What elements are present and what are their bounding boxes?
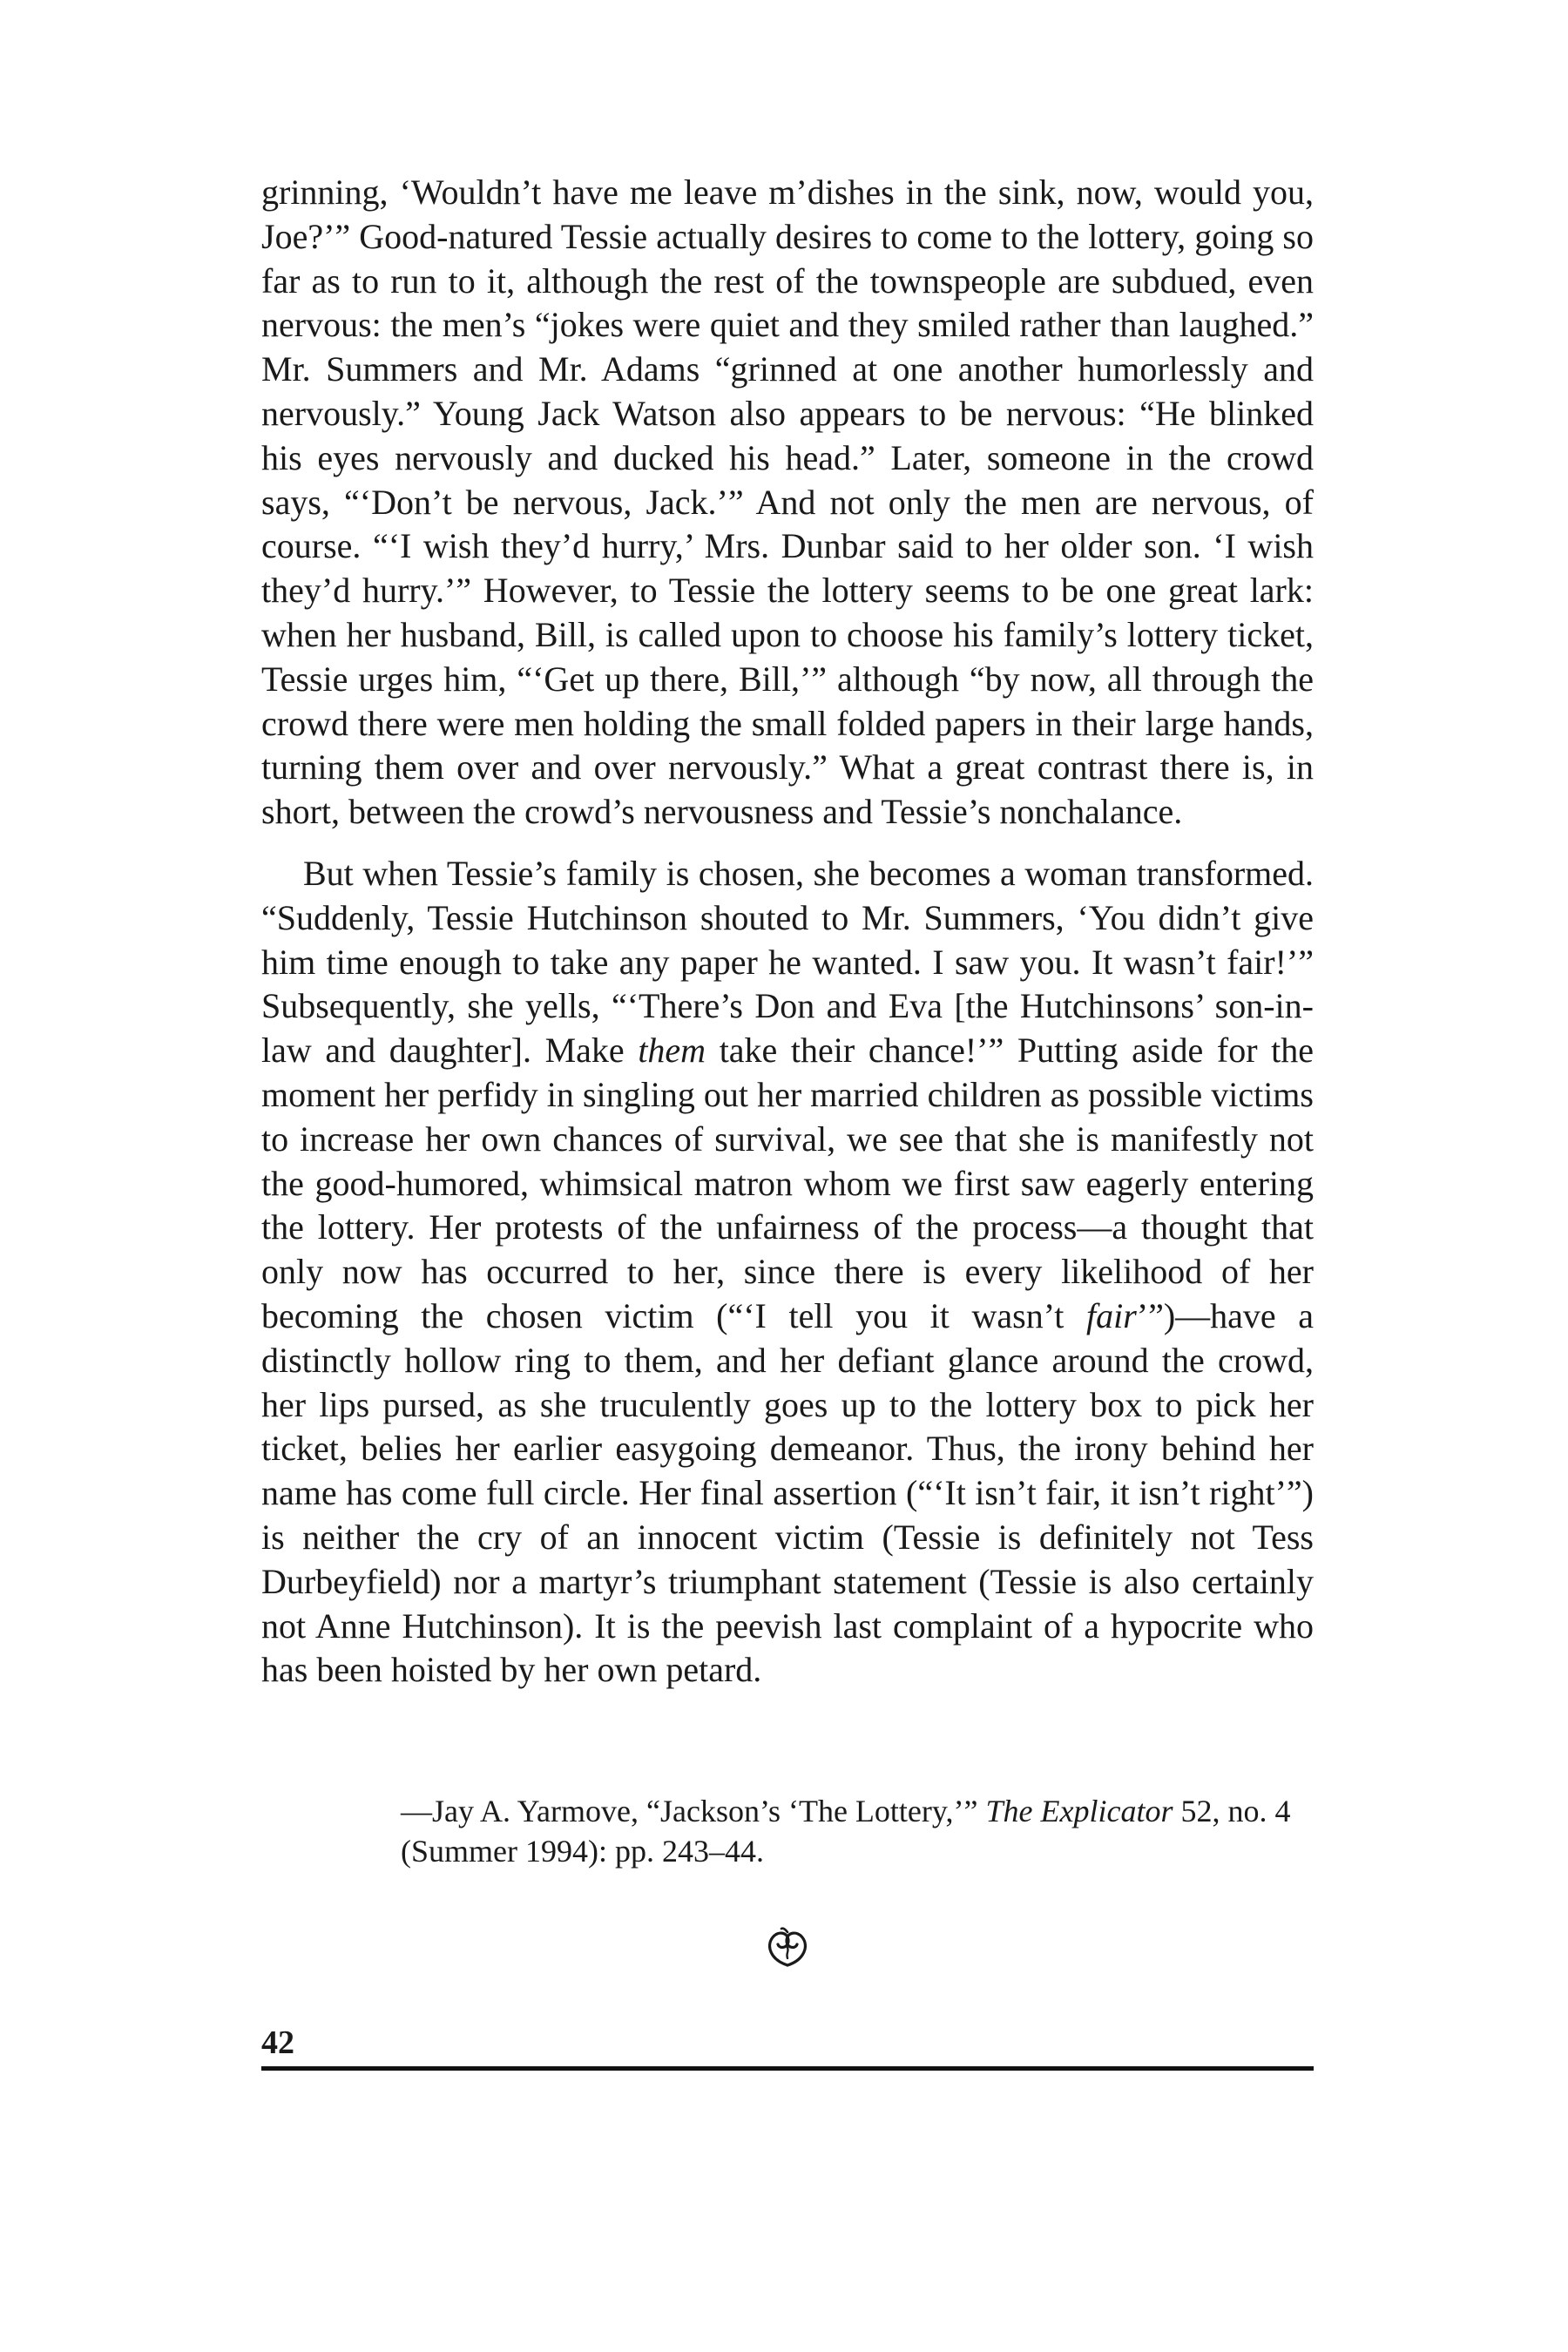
citation	[401, 1791, 1314, 1871]
paragraph-2-text-a: But when Tessie’s family is chosen, she becomes a woman transformed. “Suddenly, Tessie Hutchinson shouted to Mr. Summers, ‘You didn’t give him time enough to take any paper he wanted. I saw you. It wasn’t fair!’” Subsequently, she yells, “‘There’s Don and Eva [the Hutchinsons’ son-in-law and daughter]. Make	[261, 853, 1314, 1071]
emphasis-fair: fair	[1085, 1295, 1137, 1335]
citation-suffix: 52, no. 4 (Summer 1994): pp. 243–44.	[401, 1794, 1291, 1869]
citation-prefix: —Jay A. Yarmove, “Jackson’s ‘The Lottery,’”	[401, 1794, 986, 1828]
paragraph-2	[261, 852, 1314, 1693]
paragraph-2-text-c: ’”)—have a distinctly hollow ring to them, and her defiant glance around the crowd, her lips pursed, as she truculently goes up to the lottery box to pick her ticket, belies her earlier easygoing demeanor. Thus, the irony behind her name has come full circle. Her final assertion (“‘It isn’t fair, it isn’t right’”) is neither the cry of an innocent victim (Tessie is definitely not Tess Durbeyfield) nor a martyr’s triumphant statement (Tessie is also certainly not Anne Hutchinson). It is the peevish last complaint of a hypocrite who has been hoisted by her own petard.	[261, 1295, 1314, 1690]
footer-rule	[261, 2066, 1314, 2071]
paragraph-1-text: grinning, ‘Wouldn’t have me leave m’dishes in the sink, now, would you, Joe?’” Good-natured Tessie actually desires to come to the lottery, going so far as to run to it, although the rest of the townspeople are subdued, even nervous: the men’s “jokes were quiet and they smiled rather than laughed.” Mr. Summers and Mr. Adams “grinned at one another humorlessly and nervously.” Young Jack Watson also appears to be nervous: “He blinked his eyes nervously and ducked his head.” Later, someone in the crowd says, “‘Don’t be nervous, Jack.’” And not only the men are nervous, of course. “‘I wish they’d hurry,’ Mrs. Dunbar said to her older son. ‘I wish they’d hurry.’” However, to Tessie the lottery seems to be one great lark: when her husband, Bill, is called upon to choose his family’s lottery ticket, Tessie urges him, “‘Get up there, Bill,’” although “by now, all through the crowd there were men holding the small folded papers in their large hands, turning them over and over nervously.” What a great contrast there is, in short, between the crowd’s nervousness and Tessie’s nonchalance.	[261, 172, 1314, 832]
body-text	[261, 171, 1314, 1693]
page-number: 42	[261, 2024, 294, 2061]
citation-journal: The Explicator	[985, 1794, 1173, 1828]
fleuron-ornament-icon	[762, 1925, 813, 1969]
paragraph-1	[261, 171, 1314, 835]
emphasis-them: them	[638, 1031, 706, 1071]
paragraph-2-text-b: take their chance!’” Putting aside for the moment her perfidy in singling out her married children as possible victims to increase her own chances of survival, we see that she is manifestly not the good-humored, whimsical matron whom we first saw eagerly entering the lottery. Her protests of the unfairness of the process—a thought that only now has occurred to her, since there is every likelihood of her becoming the chosen victim (“‘I tell you it wasn’t	[261, 1031, 1314, 1335]
